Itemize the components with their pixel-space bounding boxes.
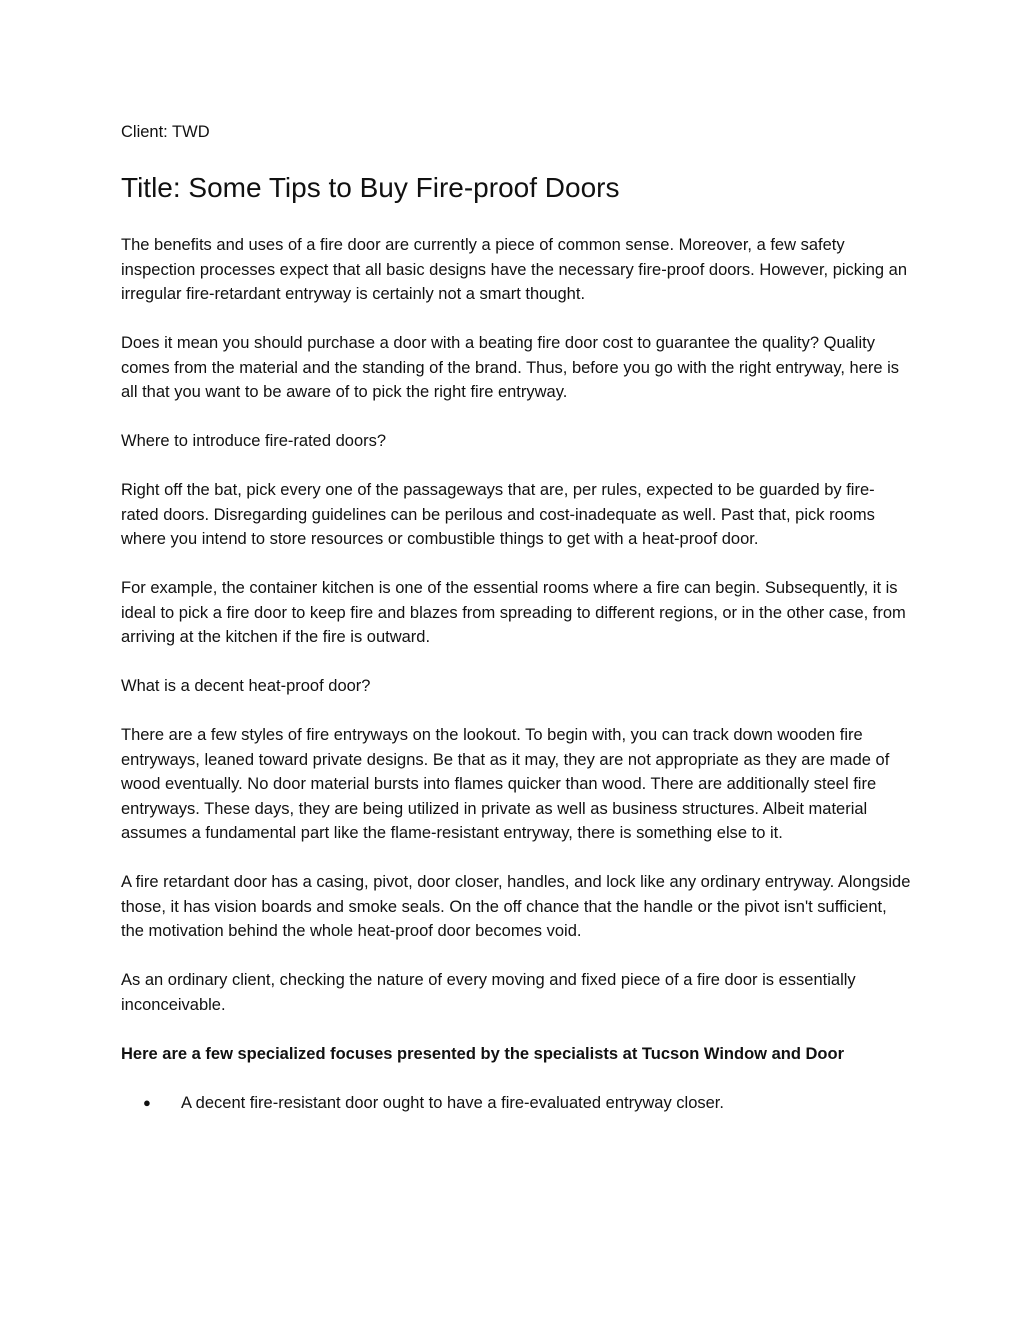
bold-heading: Here are a few specialized focuses presented by the specialists at Tucson Window and Door [121,1044,845,1063]
paragraph-passageways: Right off the bat, pick every one of the passageways that are, per rules, expected to be guarded by fire-rated doors. Disregarding guidelines can be perilous and cost-inadequate as well. Past that, pick rooms where you intend to store resources or combustible things to get with a heat-proof door. [121,481,875,548]
paragraph-intro: The benefits and uses of a fire door are currently a piece of common sense. Moreover, a few safety inspection processes expect that all basic designs have the necessary fire-proof doors. However, picking an irregular fire-retardant entryway is certainly not a smart thought. [121,236,908,303]
paragraph-ordinary-client: As an ordinary client, checking the nature of every moving and fixed piece of a fire door is essentially inconceivable. [121,971,856,1014]
document-page [121,120,911,1115]
paragraph-components: A fire retardant door has a casing, pivot, door closer, handles, and lock like any ordinary entryway. Alongside those, it has vision boards and smoke seals. On the off chance that the handle or the pivot isn't sufficient, the motivation behind the whole heat-proof door becomes void. [121,873,911,940]
paragraph-styles: There are a few styles of fire entryways on the lookout. To begin with, you can track down wooden fire entryways, leaned toward private designs. Be that as it may, they are not appropriate as they are made of wood eventually. No door material bursts into flames quicker than wood. There are additionally steel fire entryways. These days, they are being utilized in private as well as business structures. Albeit material assumes a fundamental part like the flame-resistant entryway, there is something else to it. [121,726,890,842]
subheading-what: What is a decent heat-proof door? [121,677,371,695]
list-item [121,1091,911,1116]
bullet-icon: ● [143,1094,151,1110]
bullet-text: A decent fire-resistant door ought to have a fire-evaluated entryway closer. [181,1093,724,1112]
paragraph-quality: Does it mean you should purchase a door with a beating fire door cost to guarantee the quality? Quality comes from the material and the standing of the brand. Thus, before you go with the right entryway, here is all that you want to be aware of to pick the right fire entryway. [121,334,900,401]
paragraph-kitchen: For example, the container kitchen is one of the essential rooms where a fire can begin. Subsequently, it is ideal to pick a fire door to keep fire and blazes from spreading to different regions, or in the other case, from arriving at the kitchen if the fire is outward. [121,579,906,646]
client-line: Client: TWD [121,123,210,141]
document-title: Title: Some Tips to Buy Fire-proof Doors [121,172,620,203]
bullet-list [121,1091,911,1116]
subheading-where: Where to introduce fire-rated doors? [121,432,387,450]
